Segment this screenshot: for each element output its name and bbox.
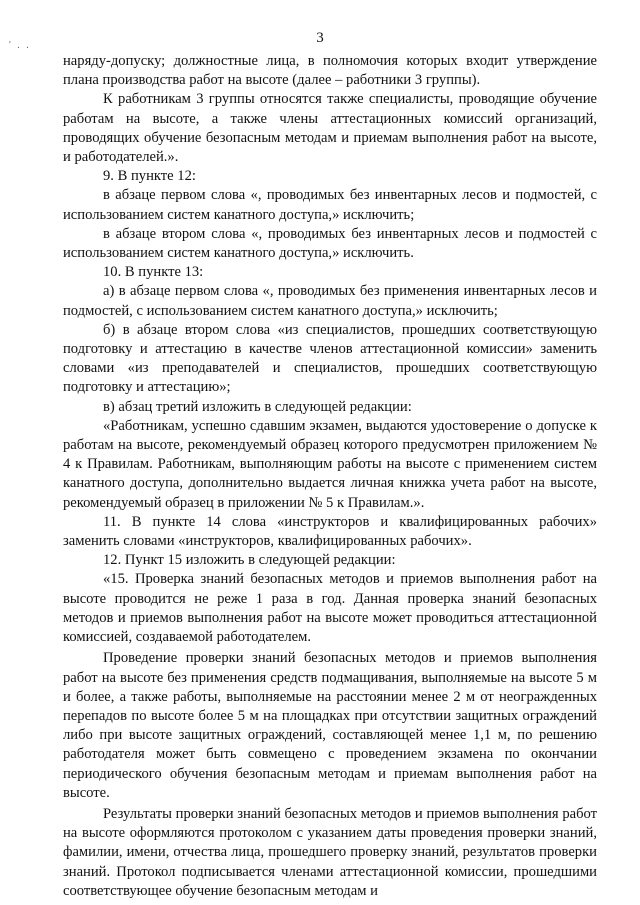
paragraph: «Работникам, успешно сдавшим экзамен, выдаются удостоверение о допуске к работам на высоте, рекомендуемый образец которого предусмотрен приложением № 4 к Правилам. Работникам, выполняющим работы на высоте с применением систем канатного доступа, дополнительно выдается личная книжка учета работ на высоте, рекомендуемый образец в приложении № 5 к Правилам.». xyxy=(63,417,597,511)
paragraph: 10. В пункте 13: xyxy=(103,264,204,281)
paragraph: Результаты проверки знаний безопасных методов и приемов выполнения работ на высоте оформляются протоколом с указанием даты проведения проверки знаний, фамилии, имени, отчества лица, прошедшего проверку знаний, результатов проверки знаний. Протокол подписывается членами аттестационной комиссии, прошедшими соответствующее обучение безопасным методам и xyxy=(63,805,597,899)
paragraph: К работникам 3 группы относятся также специалисты, проводящие обучение работам на высоте, а также члены аттестационных комиссий организаций, проводящих обучение безопасным методам и приемам выполнения работ на высоте, и работодателей.». xyxy=(63,91,597,166)
document-body xyxy=(63,52,597,901)
page-number: 3 xyxy=(316,30,324,46)
paragraph: 9. В пункте 12: xyxy=(103,168,196,185)
paragraph: 12. Пункт 15 изложить в следующей редакции: xyxy=(103,552,396,569)
paragraph: Проведение проверки знаний безопасных методов и приемов выполнения работ на высоте без применения средств подмащивания, выполняемые на высоте 5 м и более, а также работы, выполняемые на расстоянии менее 2 м от неогражденных перепадов по высоте более 5 м на площадках при отсутствии защитных ограждений либо при высоте защитных ограждений, составляющей менее 1,1 м, по решению работодателя может быть совмещено с проведением экзамена по окончании периодического обучения безопасным методам и приемам выполнения работ на высоте. xyxy=(63,650,597,801)
paragraph: б) в абзаце втором слова «из специалистов, прошедших соответствующую подготовку и аттестацию в качестве членов аттестационной комиссии» заменить словами «из преподавателей и специалистов, прошедших соответствующую подготовку и аттестацию»; xyxy=(63,321,597,396)
paragraph: «15. Проверка знаний безопасных методов и приемов выполнения работ на высоте проводится не реже 1 раза в год. Данная проверка знаний безопасных методов и приемов выполнения работ на высоте может проводиться аттестационной комиссией, создаваемой работодателем. xyxy=(63,571,597,646)
paragraph: в абзаце втором слова «, проводимых без инвентарных лесов и подмостей с использованием систем канатного доступа,» исключить. xyxy=(63,225,597,262)
paragraph: в) абзац третий изложить в следующей редакции: xyxy=(103,398,412,415)
scan-mark: ' . . xyxy=(9,40,31,51)
paragraph: наряду-допуску; должностные лица, в полномочия которых входит утверждение плана производства работ на высоте (далее – работники 3 группы). xyxy=(63,53,597,89)
paragraph: а) в абзаце первом слова «, проводимых без применения инвентарных лесов и подмостей, с использованием систем канатного доступа,» исключить; xyxy=(63,283,597,319)
paragraph: 11. В пункте 14 слова «инструкторов и квалифицированных рабочих» заменить словами «инструкторов, квалифицированных рабочих». xyxy=(63,513,597,550)
paragraph: в абзаце первом слова «, проводимых без инвентарных лесов и подмостей, с использованием систем канатного доступа,» исключить; xyxy=(63,187,597,223)
